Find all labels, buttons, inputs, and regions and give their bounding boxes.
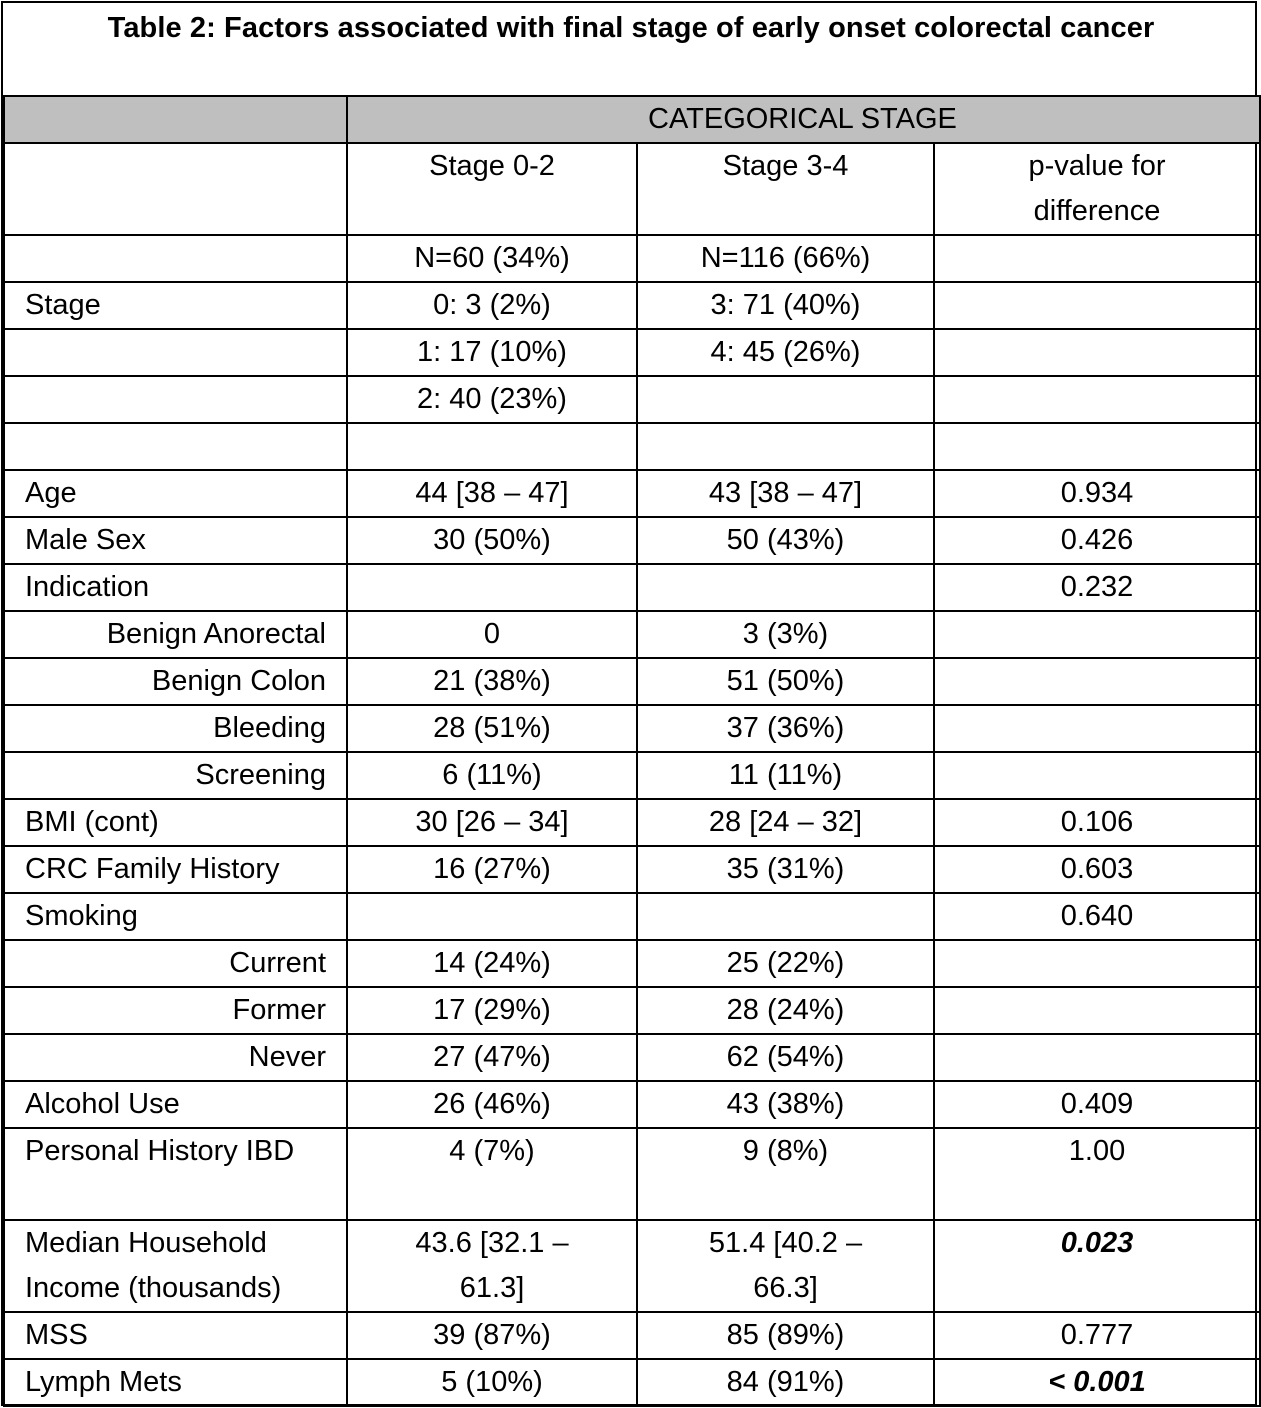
stage-3-4-value: 4: 45 (26%) [637,329,934,376]
p-value: 0.106 [934,799,1260,846]
stage-3-4-value: 51 (50%) [637,658,934,705]
n-stage-3-4: N=116 (66%) [637,235,934,282]
stage-3-4-value: 35 (31%) [637,846,934,893]
factor-label: Lymph Mets [4,1359,347,1406]
header-blank-cell [4,96,347,143]
p-value [934,752,1260,799]
factor-label: Male Sex [4,517,347,564]
stage-row [4,376,1260,423]
factor-row [4,893,1260,940]
stage-0-2-value [347,893,637,940]
stage-3-4-value: 37 (36%) [637,705,934,752]
sub-factor-row [4,1034,1260,1081]
stage-0-2-value: 30 [26 – 34] [347,799,637,846]
factor-label: MSS [4,1312,347,1359]
factor-label: Bleeding [4,705,347,752]
stage-0-2-value: 21 (38%) [347,658,637,705]
factor-row [4,1220,1260,1312]
factor-row [4,1081,1260,1128]
p-value [934,940,1260,987]
p-value [934,611,1260,658]
column-header-blank [4,143,347,235]
stage-0-2-value: 0 [347,611,637,658]
factor-row [4,1128,1260,1220]
stage-row [4,329,1260,376]
factor-label: Current [4,940,347,987]
stage-0-2-value: 28 (51%) [347,705,637,752]
factor-label: Median Household Income (thousands) [4,1220,347,1312]
factor-label: BMI (cont) [4,799,347,846]
sub-factor-row [4,705,1260,752]
n-p-value [934,235,1260,282]
spacer-cell [637,423,934,470]
spacer-cell [934,423,1260,470]
factor-label: Indication [4,564,347,611]
stage-3-4-value: 3 (3%) [637,611,934,658]
sub-factor-row [4,940,1260,987]
p-value: 0.409 [934,1081,1260,1128]
column-header-row [4,143,1260,235]
stage-3-4-value [637,893,934,940]
stage-3-4-value: 43 [38 – 47] [637,470,934,517]
p-value: 1.00 [934,1128,1260,1220]
column-header-p-value: p-value for difference [934,143,1260,235]
stage-0-2-value: 43.6 [32.1 – 61.3] [347,1220,637,1312]
p-value: 0.934 [934,470,1260,517]
factor-label: Age [4,470,347,517]
factor-label: Smoking [4,893,347,940]
stage-3-4-value: 85 (89%) [637,1312,934,1359]
column-header-stage-0-2: Stage 0-2 [347,143,637,235]
stage-3-4-value: 43 (38%) [637,1081,934,1128]
stage-0-2-value: 16 (27%) [347,846,637,893]
sub-factor-row [4,752,1260,799]
factor-row [4,517,1260,564]
group-header-row [4,96,1260,143]
factor-row [4,1359,1260,1406]
stage-0-2-value [347,564,637,611]
p-value: 0.426 [934,517,1260,564]
stage-3-4-value: 11 (11%) [637,752,934,799]
stage-3-4-value: 9 (8%) [637,1128,934,1220]
stage-0-2-value: 6 (11%) [347,752,637,799]
n-row [4,235,1260,282]
stage-row-label [4,329,347,376]
stage-0-2-value: 17 (29%) [347,987,637,1034]
p-value [934,658,1260,705]
stage-3-4-value: 28 [24 – 32] [637,799,934,846]
stage-0-2-value: 1: 17 (10%) [347,329,637,376]
sub-factor-row [4,987,1260,1034]
table-title: Table 2: Factors associated with final stage of early onset colorectal cancer [107,12,1155,44]
factor-label: Benign Colon [4,658,347,705]
p-value [934,1034,1260,1081]
stage-row-label: Stage [4,282,347,329]
p-value [934,987,1260,1034]
p-value: 0.777 [934,1312,1260,1359]
results-table [3,95,1261,1407]
p-value: 0.603 [934,846,1260,893]
factor-row [4,564,1260,611]
stage-0-2-value: 27 (47%) [347,1034,637,1081]
stage-3-4-value: 84 (91%) [637,1359,934,1406]
stage-0-2-value: 5 (10%) [347,1359,637,1406]
stage-p-value [934,329,1260,376]
p-value: 0.232 [934,564,1260,611]
factor-label: Alcohol Use [4,1081,347,1128]
stage-0-2-value: 39 (87%) [347,1312,637,1359]
n-stage-0-2: N=60 (34%) [347,235,637,282]
stage-0-2-value: 30 (50%) [347,517,637,564]
stage-0-2-value: 44 [38 – 47] [347,470,637,517]
stage-3-4-value: 62 (54%) [637,1034,934,1081]
p-value: < 0.001 [934,1359,1260,1406]
n-row-label [4,235,347,282]
spacer-row [4,423,1260,470]
factor-row [4,846,1260,893]
stage-row [4,282,1260,329]
p-value: 0.640 [934,893,1260,940]
p-value [934,705,1260,752]
sub-factor-row [4,611,1260,658]
stage-3-4-value: 50 (43%) [637,517,934,564]
sub-factor-row [4,658,1260,705]
stage-row-label [4,376,347,423]
categorical-stage-header: CATEGORICAL STAGE [347,96,1260,143]
factor-row [4,799,1260,846]
stage-0-2-value: 4 (7%) [347,1128,637,1220]
factor-label: Former [4,987,347,1034]
spacer-cell [4,423,347,470]
factor-label: Benign Anorectal [4,611,347,658]
stage-3-4-value [637,564,934,611]
stage-3-4-value: 25 (22%) [637,940,934,987]
stage-0-2-value: 0: 3 (2%) [347,282,637,329]
stage-3-4-value: 3: 71 (40%) [637,282,934,329]
factor-label: CRC Family History [4,846,347,893]
stage-3-4-value: 28 (24%) [637,987,934,1034]
table-frame [1,1,1257,1406]
factor-row [4,470,1260,517]
spacer-cell [347,423,637,470]
stage-0-2-value: 14 (24%) [347,940,637,987]
factor-label: Personal History IBD [4,1128,347,1220]
p-value: 0.023 [934,1220,1260,1312]
factor-label: Screening [4,752,347,799]
stage-p-value [934,282,1260,329]
column-header-stage-3-4: Stage 3-4 [637,143,934,235]
stage-0-2-value: 2: 40 (23%) [347,376,637,423]
stage-0-2-value: 26 (46%) [347,1081,637,1128]
stage-p-value [934,376,1260,423]
stage-3-4-value [637,376,934,423]
stage-3-4-value: 51.4 [40.2 – 66.3] [637,1220,934,1312]
factor-row [4,1312,1260,1359]
factor-label: Never [4,1034,347,1081]
